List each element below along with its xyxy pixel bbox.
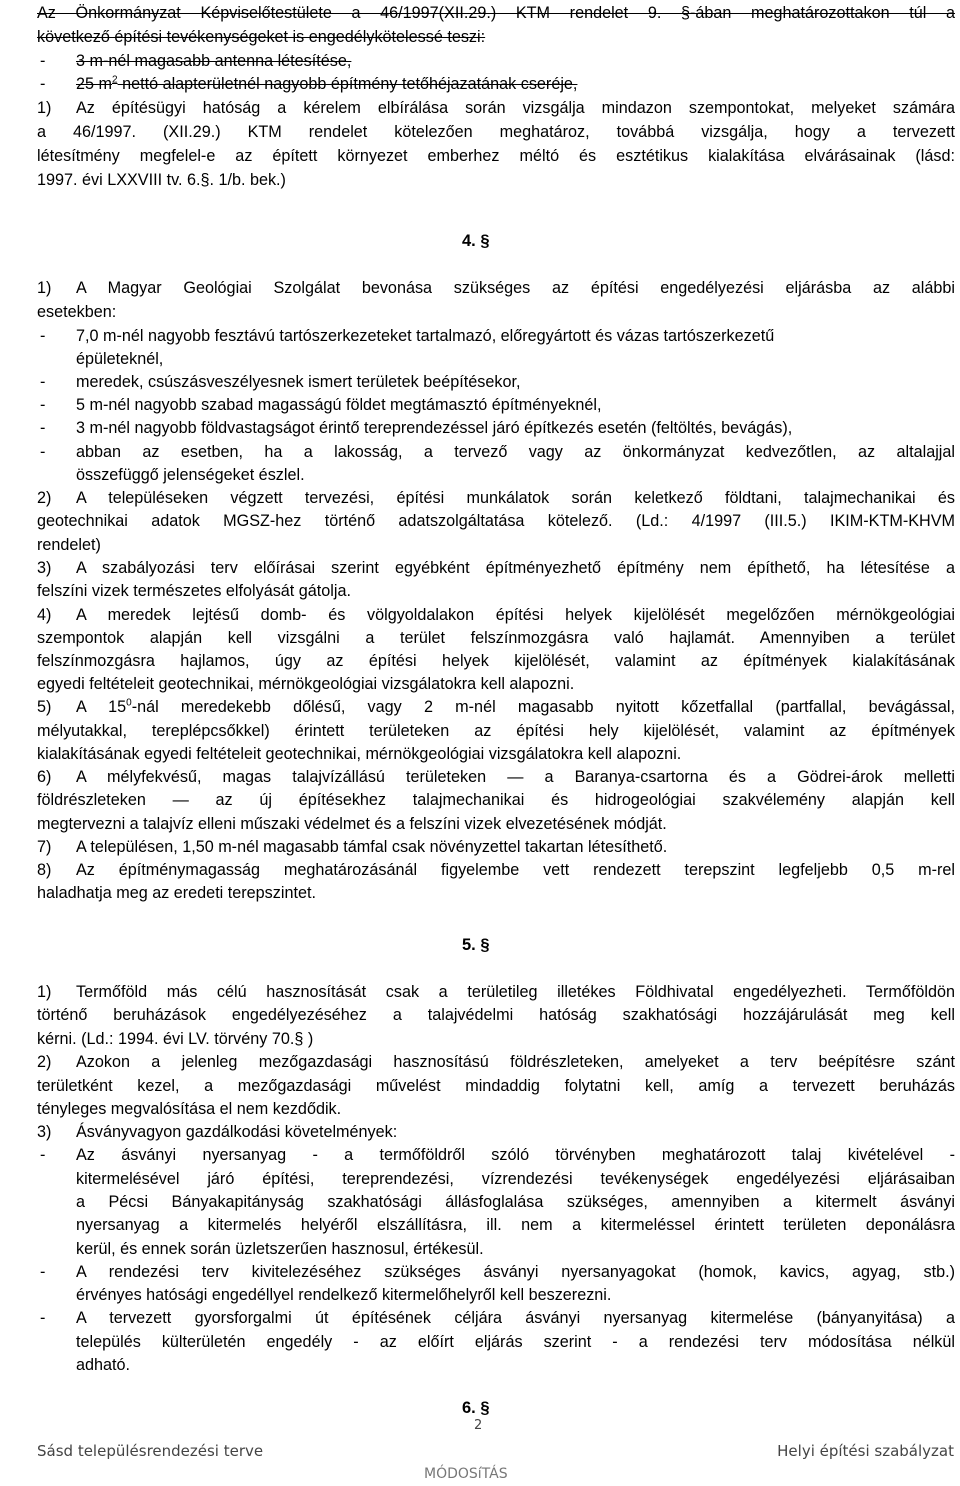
- s4-item8-number: 8): [37, 861, 52, 879]
- s4-item5-line-2: mélyutakkal, tereplépcsőkkel) érintett területeken az építési hely kijelölését, valamint az építmények: [37, 722, 955, 740]
- footer-center: MÓDOSíTÁS: [424, 1466, 508, 1482]
- para1-line-3: létesítmény megfelel-e az épített környezet emberhez méltó és esztétikus kialakítása elvárásainak (lásd:: [37, 147, 955, 165]
- struck-line-3: 3 m-nél magasabb antenna létesítése,: [76, 52, 352, 70]
- s4-item1-line-2: esetekben:: [37, 303, 117, 321]
- s5-item1-line-1: Termőföld más célú hasznosítását csak a területileg illetékes Földhivatal engedélyezheti. Termőföldön: [76, 983, 955, 1001]
- section-5-heading: 5. §: [462, 936, 490, 954]
- s5-bullet3-line-3: adható.: [76, 1356, 131, 1374]
- s4-item7-line-1: A településen, 1,50 m-nél magasabb támfal csak növényzettel takartan létesíthető.: [76, 838, 668, 856]
- s4-item3-line-2: felszíni vizek természetes elfolyását gátolja.: [37, 582, 351, 600]
- s5-bullet2-line-2: érvényes hatósági engedéllyel rendelkező kitermelőhelyről kell beszerezni.: [76, 1286, 612, 1304]
- s4-item4-line-3: felszínmozgásra hajlamos, úgy az építési helyek kijelölését, valamint az építmények kialakításának: [37, 652, 955, 670]
- section-4-heading: 4. §: [462, 232, 490, 250]
- s4-item6-line-1: A mélyfekvésű, magas talajvízállású területeken — a Baranya-csartorna és a Gödrei-árok melletti: [76, 768, 955, 786]
- s4-item4-line-4: egyedi feltételeit geotechnikai, mérnökgeológiai vizsgálatokra kell alapozni.: [37, 675, 575, 693]
- s5-bullet2-line-1: A rendezési terv kivitelezéséhez szükséges ásványi nyersanyagokat (homok, kavics, agyag, stb.): [76, 1263, 955, 1281]
- page-number: 2: [474, 1418, 483, 1433]
- s5-bullet1-line-1: Az ásványi nyersanyag - a termőföldről szóló törvényben meghatározott talaj kivételével -: [76, 1146, 955, 1164]
- s4-item4-line-1: A meredek lejtésű domb- és völgyoldalakon építési helyek kijelölését megelőzően mérnökgeológiai: [76, 606, 955, 624]
- s5-bullet1-line-4: nyersanyag a kitermelés helyéről elszállításra, ill. nem a kitermeléssel érintett területen deponálásra: [76, 1216, 955, 1234]
- s4-item1-number: 1): [37, 279, 52, 297]
- s4-bullet2-dash: -: [40, 373, 46, 391]
- s5-bullet3-dash: -: [40, 1309, 46, 1327]
- s5-bullet3-line-2: település külterületén engedély - az előírt eljárás szerint - a rendezési terv módosítása nélkül: [76, 1333, 955, 1351]
- s4-bullet2-line: meredek, csúszásveszélyesnek ismert területek beépítésekor,: [76, 373, 521, 391]
- s5-item1-number: 1): [37, 983, 52, 1001]
- s5-bullet1-dash: -: [40, 1146, 46, 1164]
- s5-bullet1-line-5: kerül, és ennek során üzletszerűen hasznosul, értékesül.: [76, 1240, 484, 1258]
- s5-item1-line-2: történő beruházások engedélyezéséhez a talajvédelmi hatóság szakhatósági hozzájárulását meg kell: [37, 1006, 955, 1024]
- s4-item3-number: 3): [37, 559, 52, 577]
- s4-bullet4-dash: -: [40, 419, 46, 437]
- s4-item5-number: 5): [37, 698, 52, 716]
- s4-item6-line-3: megtervezni a talajvíz elleni műszaki védelmet és a felszíni vizek elvezetésének módját.: [37, 815, 667, 833]
- struck-dash-2: -: [40, 75, 46, 93]
- s4-bullet5-line-1: abban az esetben, ha a lakosság, a tervező vagy az önkormányzat kedvezőtlen, az altalajjal: [76, 443, 955, 461]
- s4-item1-line-1: A Magyar Geológiai Szolgálat bevonása szükséges az építési engedélyezési eljárásba az alábbi: [76, 279, 955, 297]
- s4-bullet3-dash: -: [40, 396, 46, 414]
- s4-bullet4-line: 3 m-nél nagyobb földvastagságot érintő tereprendezéssel járó építkezés esetén (feltöltés, bevágás),: [76, 419, 793, 437]
- struck-line-2: következő építési tevékenységeket is engedélykötelessé teszi:: [37, 28, 486, 46]
- section-6-heading: 6. §: [462, 1399, 490, 1417]
- s5-item3-line-1: Ásványvagyon gazdálkodási követelmények:: [76, 1123, 398, 1141]
- s4-item5-line-3: kialakításának egyedi feltételeit geotechnikai, mérnökgeológiai vizsgálatokra kell alapozni.: [37, 745, 682, 763]
- s5-bullet1-line-2: kitermelésével járó építési, tereprendezési, vízrendezési tevékenységek engedélyezési eljárásaiban: [76, 1170, 955, 1188]
- s5-item2-line-2: területként kezel, a mezőgazdasági művelést mindaddig folytatni kell, amíg a tervezett beruházás: [37, 1077, 955, 1095]
- s4-item2-line-1: A településeken végzett tervezési, építési munkálatok során keletkező földtani, talajmechanikai és: [76, 489, 955, 507]
- s4-item2-line-2: geotechnikai adatok MGSZ-hez történő adatszolgáltatása kötelező. (Ld.: 4/1997 (III.5.) IKIM-KTM-KHVM: [37, 512, 955, 530]
- s4-item4-number: 4): [37, 606, 52, 624]
- para1-line-4: 1997. évi LXXVIII tv. 6.§. 1/b. bek.): [37, 171, 286, 189]
- s4-item2-number: 2): [37, 489, 52, 507]
- s5-bullet2-dash: -: [40, 1263, 46, 1281]
- s4-item4-line-2: szempontok alapján kell vizsgálni a terület felszínmozgásra való hajlamát. Amennyiben a terület: [37, 629, 955, 647]
- s4-bullet3-line: 5 m-nél nagyobb szabad magasságú földet megtámasztó építményeknél,: [76, 396, 602, 414]
- struck-line-1: Az Önkormányzat Képviselőtestülete a 46/1997(XII.29.) KTM rendelet 9. §-ában meghatározottakon túl a: [37, 4, 955, 22]
- s5-bullet1-line-3: a Pécsi Bányakapitányság szakhatósági állásfoglalása szükséges, amennyiben a kitermelt ásványi: [76, 1193, 955, 1211]
- s5-item3-number: 3): [37, 1123, 52, 1141]
- para1-line-1: Az építésügyi hatóság a kérelem elbírálása során vizsgálja mindazon szempontokat, melyeket számára: [76, 99, 955, 117]
- s5-item2-number: 2): [37, 1053, 52, 1071]
- s4-item6-number: 6): [37, 768, 52, 786]
- s4-item5-line-1: A $15^0$-nál meredekebb dőlésű, vagy 2 m-nél magasabb nyitott kőzetfallal (partfallal, bevágással,: [76, 697, 956, 716]
- s4-bullet5-line-2: összefüggő jelenségeket észlel.: [76, 466, 305, 484]
- s4-item6-line-2: földrészleteken — az új építésekhez talajmechanikai és hidrogeológiai szakvélemény alapján kell: [37, 791, 955, 809]
- footer-left: Sásd településrendezési terve: [37, 1442, 264, 1460]
- s4-item2-line-3: rendelet): [37, 536, 101, 554]
- s5-item2-line-1: Azokon a jelenleg mezőgazdasági hasznosítású földrészleteken, amelyeket a terv beépítésre szánt: [76, 1053, 955, 1071]
- s4-bullet1-dash: -: [40, 327, 46, 345]
- para1-number: 1): [37, 99, 52, 117]
- s4-item7-number: 7): [37, 838, 52, 856]
- struck-line-4: 25 $m^2$ nettó alapterületnél nagyobb építmény tetőhéjazatának cseréje,: [76, 74, 578, 93]
- s5-item1-line-3: kérni. (Ld.: 1994. évi LV. törvény 70.§ ): [37, 1030, 314, 1048]
- s4-item3-line-1: A szabályozási terv előírásai szerint egyébként építményezhető építmény nem építhető, ha létesítése a: [76, 559, 955, 577]
- footer-right: Helyi építési szabályzat: [777, 1442, 954, 1460]
- s4-item8-line-1: Az építménymagasság meghatározásánál figyelembe vett rendezett terepszint legfeljebb 0,5 m-rel: [76, 861, 955, 879]
- s5-bullet3-line-1: A tervezett gyorsforgalmi út építésének céljára ásványi nyersanyag kitermelése (bányanyitása) a: [76, 1309, 955, 1327]
- s4-bullet1-line-1: 7,0 m-nél nagyobb fesztávú tartószerkezeteket tartalmazó, előregyártott és vázas tartószerkezetű: [76, 327, 775, 345]
- s4-item8-line-2: haladhatja meg az eredeti terepszintet.: [37, 884, 316, 902]
- s5-item2-line-3: tényleges megvalósítása el nem kezdődik.: [37, 1100, 342, 1118]
- para1-line-2: a 46/1997. (XII.29.) KTM rendelet kötelezően meghatároz, továbbá vizsgálja, hogy a tervezett: [37, 123, 955, 141]
- s4-bullet1-line-2: épületeknél,: [76, 350, 164, 368]
- struck-dash-1: -: [40, 52, 46, 70]
- s4-bullet5-dash: -: [40, 443, 46, 461]
